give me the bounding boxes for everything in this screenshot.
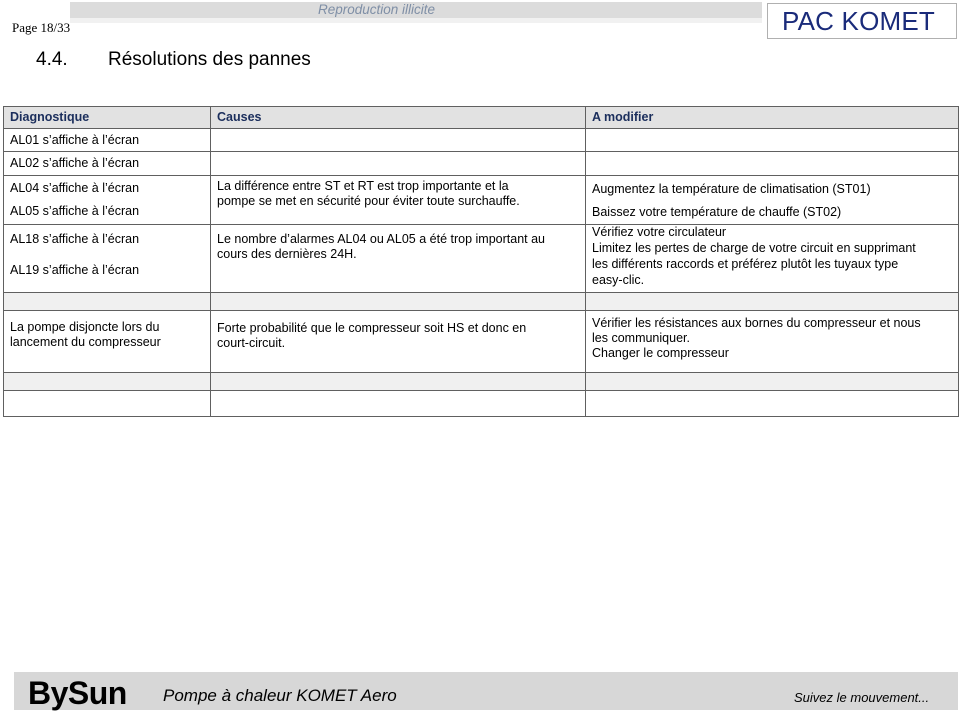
bysun-logo: BySun: [28, 675, 127, 711]
fix-text: les différents raccords et préférez plutôt les tuyaux type: [592, 257, 899, 271]
troubleshooting-table: [3, 106, 959, 417]
section-title: Résolutions des pannes: [108, 49, 311, 70]
table-header-row: [4, 107, 959, 129]
fix-text: easy-clic.: [592, 273, 645, 287]
diag-al04: AL04 s’affiche à l’écran: [10, 181, 140, 195]
watermark-text: Reproduction illicite: [318, 2, 436, 17]
diag-al05: AL05 s’affiche à l’écran: [10, 204, 140, 218]
fix-compressor: [586, 311, 959, 373]
cause-temperature: [211, 176, 586, 225]
diag-al18: AL18 s’affiche à l’écran: [10, 232, 140, 246]
footer-product: Pompe à chaleur KOMET Aero: [163, 686, 397, 705]
cause-text: La différence entre ST et RT est trop importante et la: [217, 179, 509, 193]
table-row: [4, 225, 959, 293]
table-spacer-row: [4, 373, 959, 391]
diag-al18-al19: [4, 225, 211, 293]
header-bar-shadow: [70, 18, 762, 23]
diag-al02: AL02 s’affiche à l’écran: [4, 152, 211, 176]
cause-text: court-circuit.: [217, 336, 286, 350]
diag-al19: AL19 s’affiche à l’écran: [10, 263, 140, 277]
diag-al01: AL01 s’affiche à l’écran: [4, 129, 211, 152]
diag-pump-trip: [4, 311, 211, 373]
footer-tagline: Suivez le mouvement...: [794, 690, 930, 705]
fix-text: Limitez les pertes de charge de votre circuit en supprimant: [592, 241, 916, 255]
cause-text: Forte probabilité que le compresseur soit HS et donc en: [217, 321, 527, 335]
fix-text: Augmentez la température de climatisation (ST01): [592, 182, 871, 196]
table-spacer-row: [4, 293, 959, 311]
cause-text: Le nombre d’alarmes AL04 ou AL05 a été trop important au: [217, 232, 545, 246]
table-row: [4, 391, 959, 417]
fix-temperature: [586, 176, 959, 225]
brand-title: PAC KOMET: [782, 6, 936, 36]
section-number: 4.4.: [36, 49, 68, 70]
fix-text: Vérifier les résistances aux bornes du compresseur et nous: [592, 316, 921, 330]
fix-text: Vérifiez votre circulateur: [592, 225, 727, 239]
diag-text: La pompe disjoncte lors du: [10, 320, 160, 334]
cause-alarm-count: [211, 225, 586, 293]
cause-text: cours des dernières 24H.: [217, 247, 357, 261]
cause-compressor: [211, 311, 586, 373]
table-row: [4, 152, 959, 176]
header-causes: Causes: [211, 107, 586, 129]
fix-circulator: [586, 225, 959, 293]
fix-text: Changer le compresseur: [592, 346, 729, 360]
fix-text: les communiquer.: [592, 331, 690, 345]
page-number: Page 18/33: [12, 20, 71, 35]
section-heading: [36, 49, 311, 71]
header-diagnostic: Diagnostique: [4, 107, 211, 129]
table-row: [4, 129, 959, 152]
table-row: [4, 176, 959, 225]
header-modify: A modifier: [586, 107, 959, 129]
fix-text: Baissez votre température de chauffe (ST02): [592, 205, 842, 219]
diag-al04-al05: [4, 176, 211, 225]
diag-text: lancement du compresseur: [10, 335, 161, 349]
table-row: [4, 311, 959, 373]
cause-text: pompe se met en sécurité pour éviter toute surchauffe.: [217, 194, 520, 208]
